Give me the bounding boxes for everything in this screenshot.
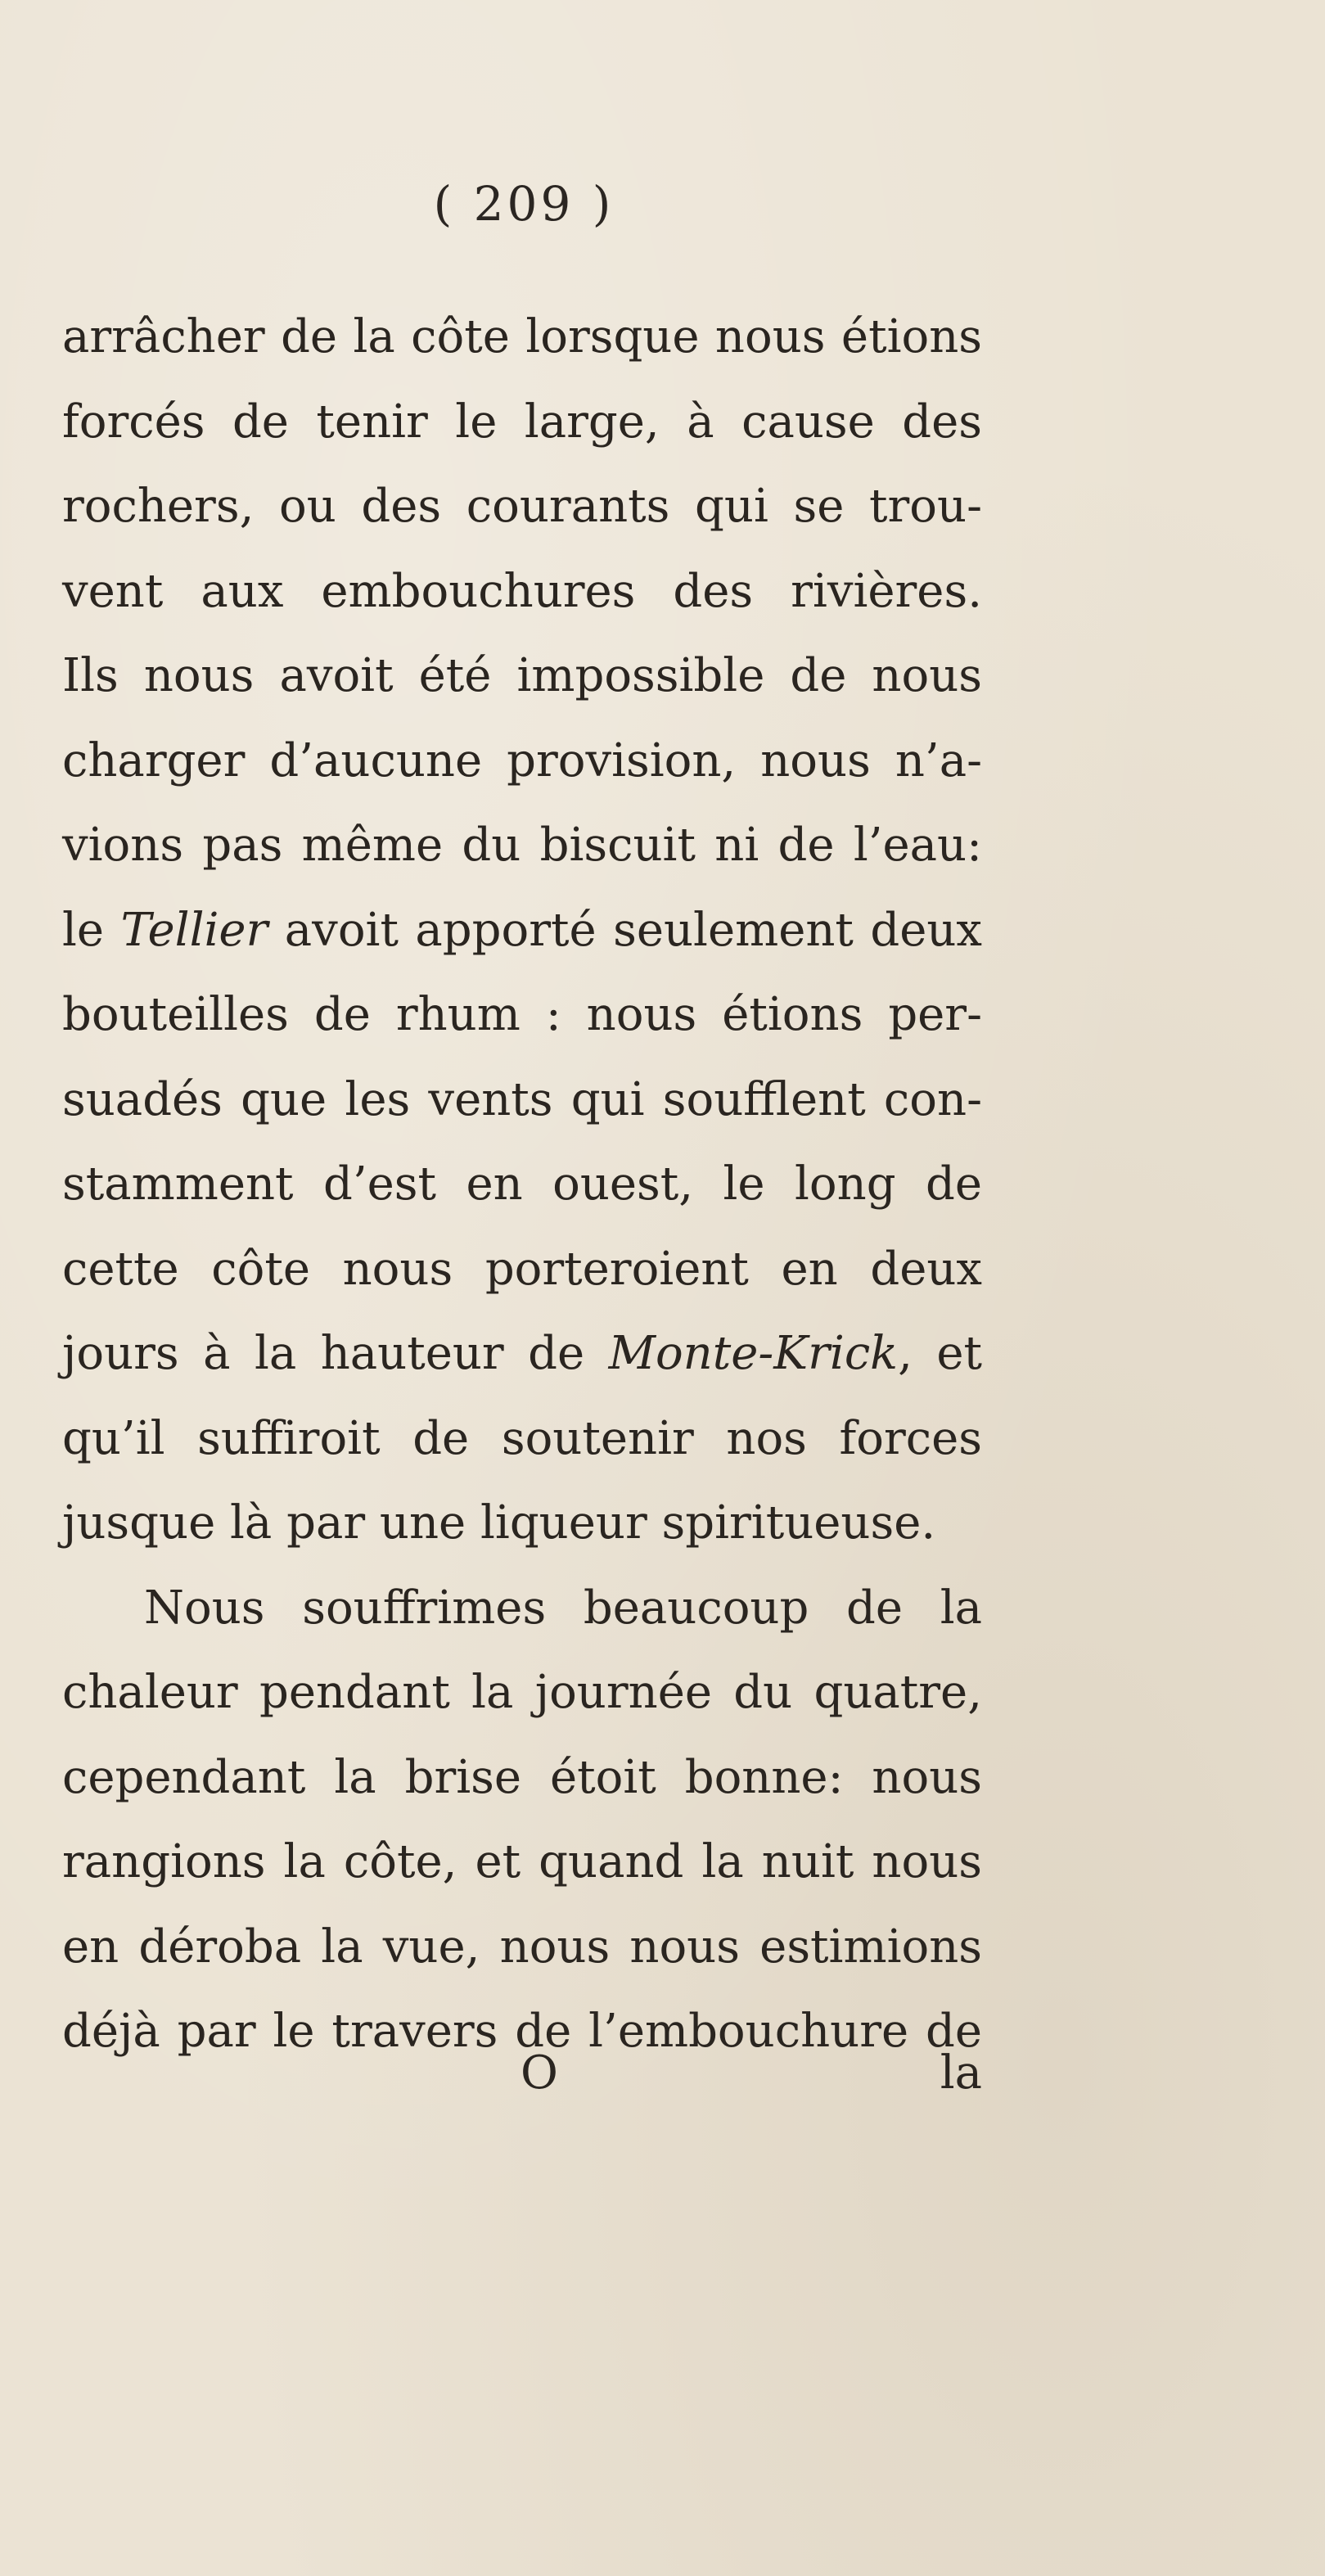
text-run: arrâcher de la côte lorsque nous étions [62,310,982,363]
text-run: le [62,903,121,957]
text-line [62,719,982,804]
text-run: qu’il suffiroit de soutenir nos forces [62,1411,982,1465]
text-line [62,1481,982,1566]
text-run: jusque là par une liqueur spiritueuse. [62,1496,936,1550]
text-run: en déroba la vue, nous nous estimions [62,1920,982,1974]
text-run: bouteilles de rhum : nous étions per- [62,988,982,1041]
text-line [62,1311,982,1396]
body-text [62,295,982,2074]
page-number: ( 209 ) [433,176,615,232]
text-line [62,1735,982,1820]
text-run: vions pas même du biscuit ni de l’eau: [62,819,982,872]
text-run: déjà par le travers de l’embouchure de [62,2005,982,2058]
text-line [62,972,982,1058]
signature-mark: O [521,2046,558,2100]
text-line [62,549,982,634]
text-run: chaleur pendant la journée du quatre, [62,1666,982,1719]
text-line [62,1058,982,1143]
text-line [62,634,982,719]
text-line [62,1142,982,1227]
text-run: charger d’aucune provision, nous n’a- [62,733,982,787]
text-line [62,1905,982,1990]
text-run: avoit apporté seulement deux [268,903,983,957]
text-line [62,1227,982,1312]
text-run: forcés de tenir le large, à cause des [62,395,982,449]
text-run: jours à la hauteur de [62,1327,609,1380]
text-run: stamment d’est en ouest, le long de [62,1157,982,1211]
text-run: suadés que les vents qui soufflent con- [62,1072,982,1126]
text-line [62,803,982,888]
text-line [62,888,982,973]
text-run: cependant la brise étoit bonne: nous [62,1750,982,1804]
text-run: cette côte nous porteroient en deux [62,1242,982,1296]
text-run: rangions la côte, et quand la nuit nous [62,1835,982,1888]
italic-name: Tellier [120,903,268,957]
catchword: la [940,2046,982,2100]
text-line [62,1650,982,1735]
text-line [62,380,982,465]
text-line [62,1396,982,1482]
text-line [62,464,982,549]
text-run: Ils nous avoit été impossible de nous [62,649,982,702]
text-line [62,295,982,380]
text-run: vent aux embouchures des rivières. [62,564,982,618]
italic-name: Monte-Krick [608,1327,899,1380]
text-line [62,1566,982,1651]
text-run: Nous souffrimes beaucoup de la [144,1581,982,1635]
text-line [62,1820,982,1905]
text-run: , et [898,1327,983,1380]
page-footer [62,2046,982,2128]
text-run: rochers, ou des courants qui se trou- [62,480,982,533]
